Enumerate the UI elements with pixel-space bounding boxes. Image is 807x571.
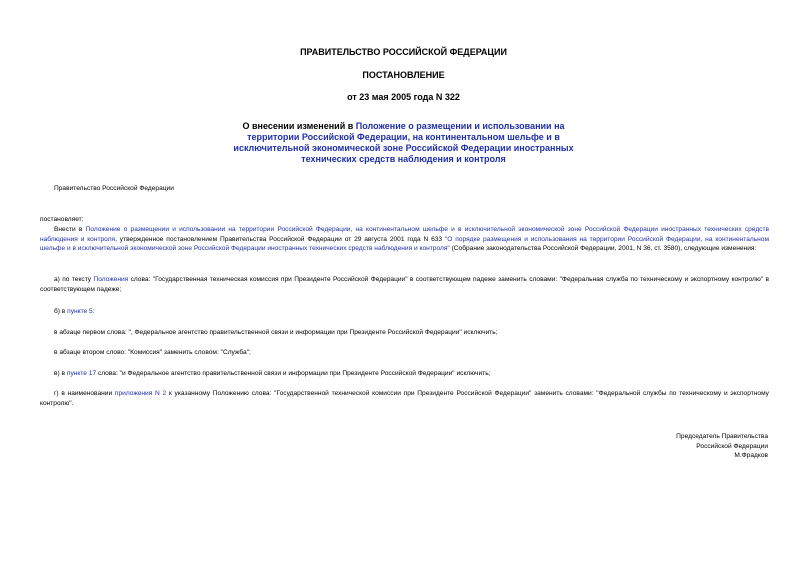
intro-text: Правительство Российской Федерации [54,185,174,192]
point-17-link[interactable]: пункте 17 [66,370,97,377]
point-5-link[interactable]: пункте 5 [67,308,93,315]
item-b-suffix: : [92,308,95,315]
document-type-heading: ПОСТАНОВЛЕНИЕ [362,70,445,80]
document-title [225,121,582,165]
title-regulation-link[interactable]: Положение о размещении и использовании на территории Российской Федерации, на континентальном шельфе и в исключительной экономической зоне Российской Федерации иностранных технических средств наблюдения и контроля [233,121,574,164]
main-suffix: (Собрание законодательства Российской Федерации, 2001, N 36, ст. 3580), следующие изменения: [449,245,757,253]
signature-country: Российской Федерации [696,442,768,450]
item-g-suffix: к указанному Положению слова: "Государственной технической комиссии при Президенте Российской Федерации" заменить словами: "Федеральной службы по техническому и экспортному контролю". [40,390,769,407]
title-prefix: О внесении изменений в [242,121,356,131]
item-v-paragraph [40,369,769,379]
main-paragraph [40,225,769,254]
resolution-633-link[interactable]: "О порядке размещения и использования на территории Российской Федерации, на континентальном шельфе и в исключительной экономической зоне Российской Федерации иностранных технических средств наблюдения и контроля" [40,235,769,253]
signature-name: М.Фрадков [734,452,768,460]
item-b1-paragraph: в абзаце первом слова: ", Федеральное агентство правительственной связи и информации при Президенте Российской Федерации" исключить; [54,329,498,336]
main-middle: , утвержденное постановлением Правительства Российской Федерации от 29 августа 2001 года N 633 [115,235,445,243]
item-a-paragraph [40,275,769,294]
item-a-prefix: а) по тексту [54,276,94,283]
decrees-text: постановляет: [40,216,84,223]
item-g-prefix: г) в наименовании [54,390,115,397]
item-a-suffix: слова: "Государственная техническая комиссия при Президенте Российской Федерации" в соответствующем падеже заменить словами: "Федеральная служба по техническому и экспортному контролю" в соответствующем падеже; [40,276,769,293]
item-b-paragraph [40,307,769,317]
item-b-prefix: б) в [54,308,68,315]
item-v-suffix: слова: "и Федеральное агентство правительственной связи и информации при Президенте Российской Федерации" исключить; [96,370,491,377]
item-v-prefix: в) в [54,370,67,377]
item-g-paragraph [40,389,769,408]
signature-position: Председатель Правительства [676,433,768,440]
appendix-2-link[interactable]: приложения N 2 [114,390,167,397]
government-heading: ПРАВИТЕЛЬСТВО РОССИЙСКОЙ ФЕДЕРАЦИИ [300,47,507,57]
main-prefix: Внести в [54,226,86,233]
date-number-heading: от 23 мая 2005 года N 322 [347,92,460,102]
regulation-text-link[interactable]: Положения [93,276,129,283]
item-b2-paragraph: в абзаце втором слово: "Комиссия" заменить словом: "Служба"; [54,349,251,356]
signature-block [560,432,768,461]
regulation-link[interactable]: Положение о размещении и использовании на территории Российской Федерации, на континентальном шельфе и в исключительной экономической зоне Российской Федерации иностранных технических средств наблюдения и контроля [40,226,769,243]
